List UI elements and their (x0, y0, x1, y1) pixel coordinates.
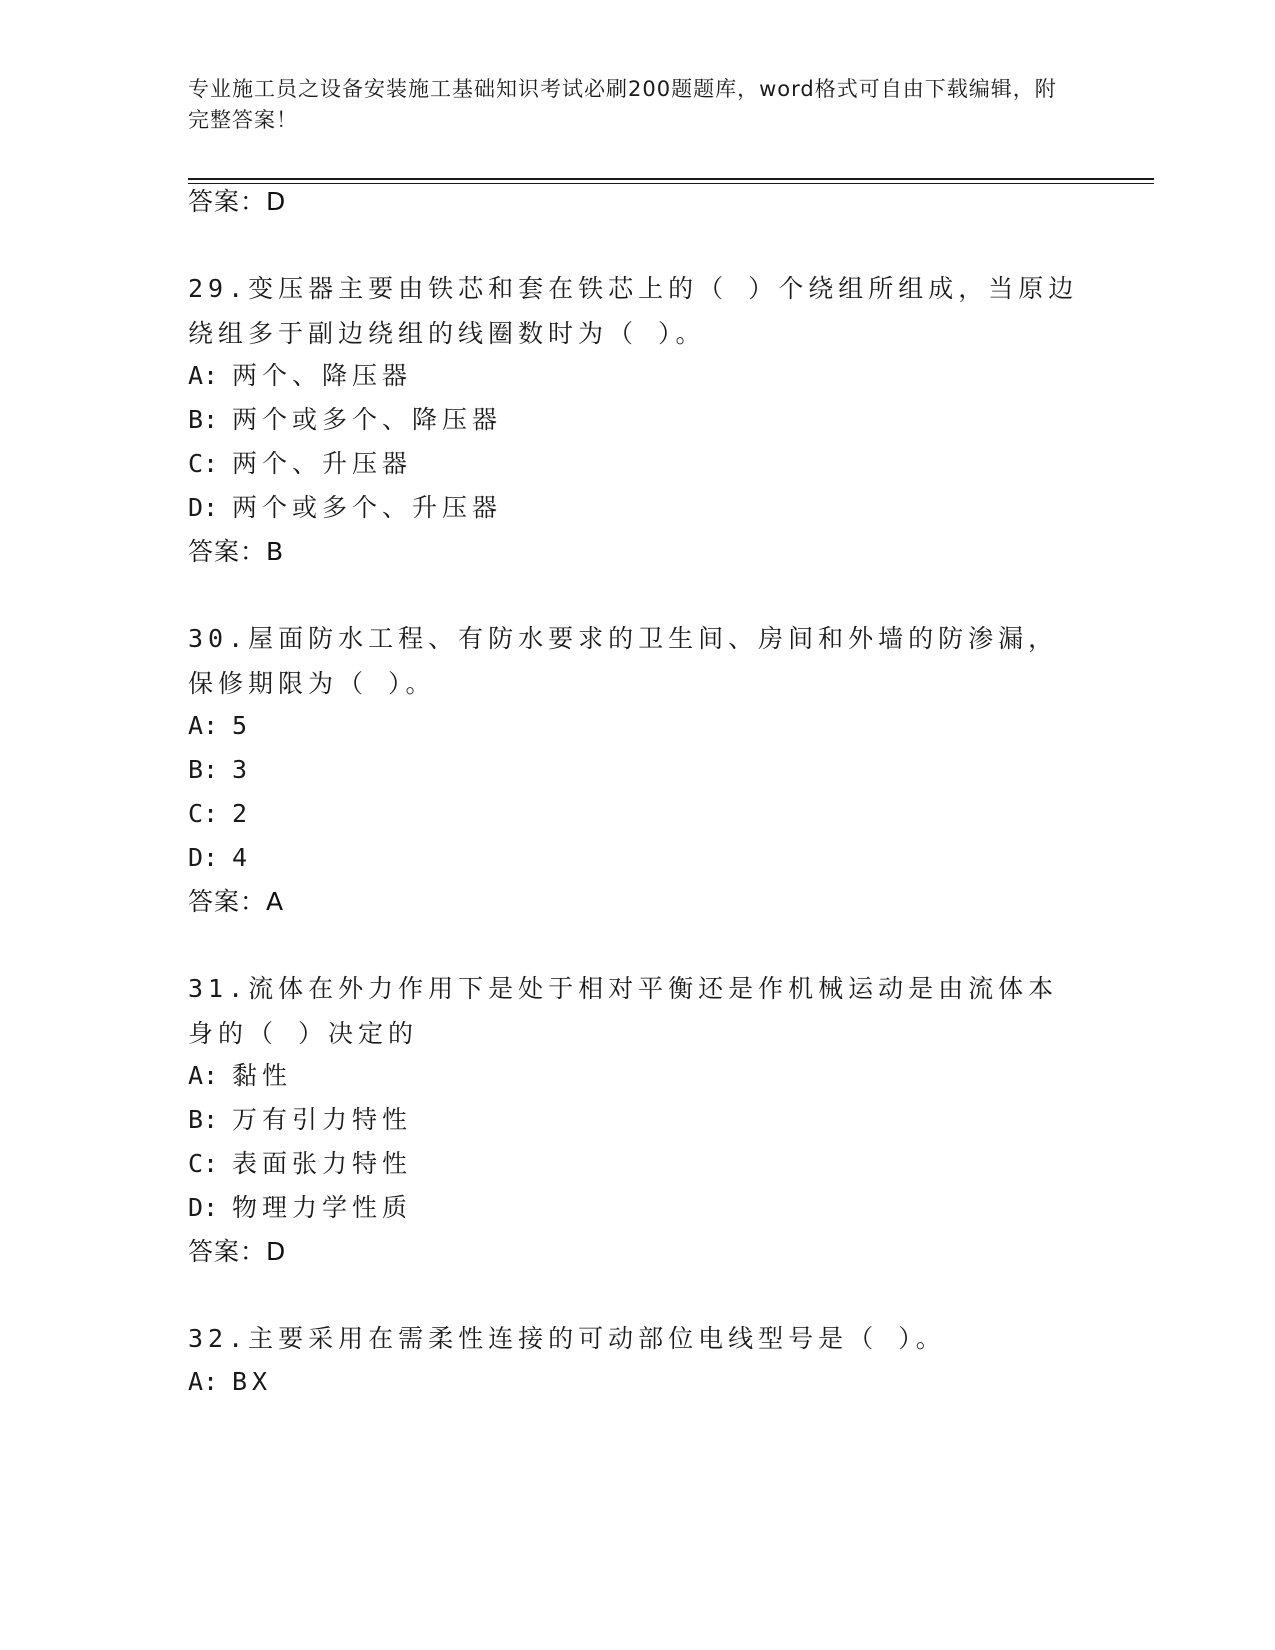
option-key: A: (188, 1367, 219, 1396)
option-29-d (188, 492, 502, 524)
option-text: 2 (232, 799, 253, 828)
option-key: C: (188, 449, 219, 478)
option-31-c (188, 1148, 412, 1180)
option-text: 两个、降压器 (232, 361, 413, 390)
option-29-a (188, 360, 412, 392)
answer-line-prev: 答案：D (188, 187, 287, 216)
question-text-29: 29.变压器主要由铁芯和套在铁芯上的（ ）个绕组所组成，当原边绕组多于副边绕组的线圈数时为（ ）。 (188, 274, 1079, 348)
option-key: C: (188, 799, 219, 828)
option-29-c (188, 448, 412, 480)
header-divider-thin (188, 183, 1154, 184)
option-key: A: (188, 361, 219, 390)
answer-line-29: 答案：B (188, 537, 285, 566)
option-text: 3 (232, 755, 253, 784)
option-text: 4 (232, 843, 253, 872)
page-header-title: 专业施工员之设备安装施工基础知识考试必刷200题题库，word格式可自由下载编辑，附完整答案！ (188, 77, 1057, 132)
option-text: 黏性 (232, 1061, 293, 1090)
option-30-a (188, 710, 252, 742)
option-key: A: (188, 711, 219, 740)
question-text-32: 32.主要采用在需柔性连接的可动部位电线型号是（ ）。 (188, 1324, 946, 1353)
option-text: 表面张力特性 (232, 1149, 413, 1178)
option-text: 两个或多个、降压器 (232, 405, 503, 434)
option-text: 万有引力特性 (232, 1105, 413, 1134)
option-key: A: (188, 1061, 219, 1090)
option-key: B: (188, 1105, 219, 1134)
option-30-b (188, 754, 252, 786)
option-key: B: (188, 405, 219, 434)
question-text-30: 30.屋面防水工程、有防水要求的卫生间、房间和外墙的防渗漏，保修期限为（ ）。 (188, 624, 1059, 698)
option-text: 5 (232, 711, 253, 740)
question-text-31: 31.流体在外力作用下是处于相对平衡还是作机械运动是由流体本身的（ ）决定的 (188, 974, 1059, 1048)
header-divider-thick (188, 178, 1154, 180)
option-key: B: (188, 755, 219, 784)
option-key: D: (188, 843, 219, 872)
option-text: 物理力学性质 (232, 1193, 413, 1222)
option-key: C: (188, 1149, 219, 1178)
option-31-b (188, 1104, 412, 1136)
option-30-d (188, 842, 252, 874)
option-text: 两个或多个、升压器 (232, 493, 503, 522)
option-text: BX (232, 1367, 273, 1396)
option-key: D: (188, 1193, 219, 1222)
option-key: D: (188, 493, 219, 522)
option-29-b (188, 404, 502, 436)
option-32-a (188, 1366, 272, 1398)
option-30-c (188, 798, 252, 830)
option-text: 两个、升压器 (232, 449, 413, 478)
option-31-a (188, 1060, 292, 1092)
answer-line-31: 答案：D (188, 1237, 287, 1266)
answer-line-30: 答案：A (188, 887, 285, 916)
option-31-d (188, 1192, 412, 1224)
